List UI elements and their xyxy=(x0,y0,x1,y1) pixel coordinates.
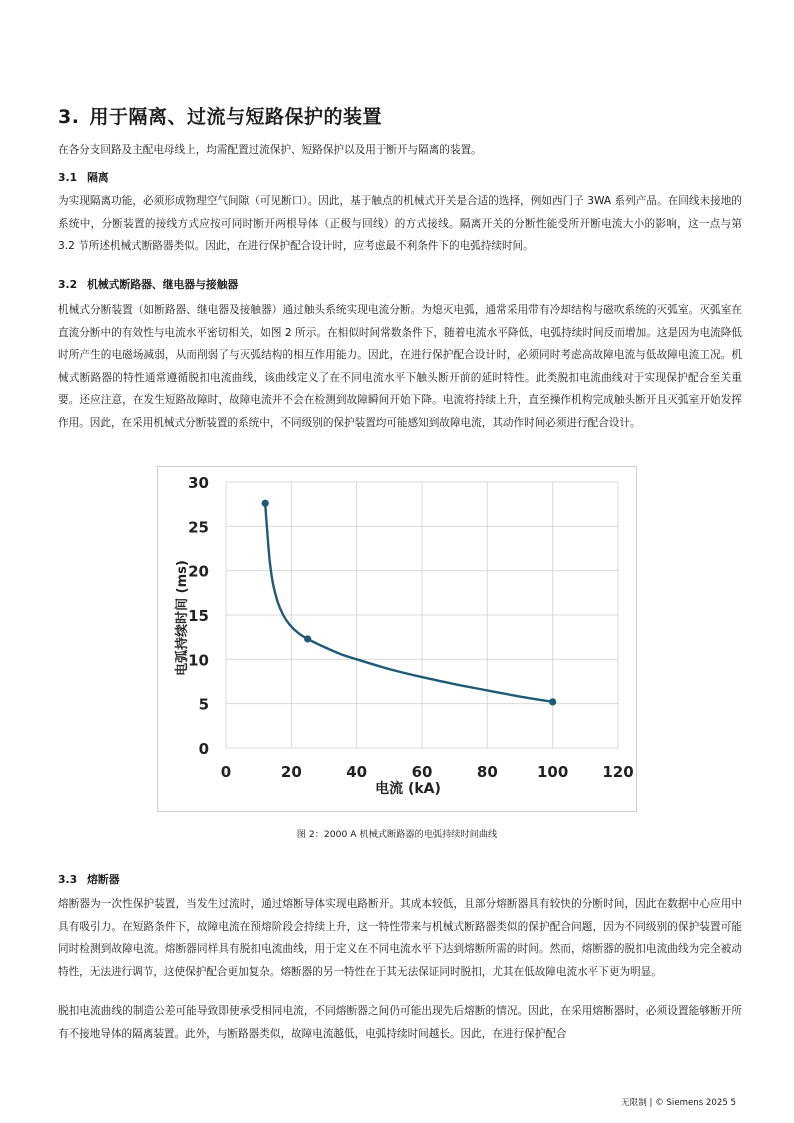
section-intro: 在各分支回路及主配电母线上，均需配置过流保护、短路保护以及用于断开与隔离的装置。 xyxy=(58,144,482,156)
paragraph-3-1: 为实现隔离功能，必须形成物理空气间隙（可见断口）。因此，基于触点的机械式开关是合适的选择，例如西门子 3WA 系列产品。在回线未接地的系统中，分断装置的接线方式应按可同时断开两根导体（正极与回线）的方式接线。隔离开关的分断性能受所开断电流大小的影响，这一点与第 3.2 节所述机械式断路器类似。因此，在进行保护配合设计时，应考虑最不利条件下的电弧持续时间。 xyxy=(58,195,742,252)
x-tick-label: 120 xyxy=(602,763,634,781)
x-tick-label: 40 xyxy=(346,763,368,781)
y-tick-label: 10 xyxy=(188,651,209,670)
arc-duration-series-line xyxy=(265,503,553,702)
y-tick-label: 30 xyxy=(188,474,209,492)
subsection-title: 熔断器 xyxy=(87,873,120,886)
y-tick-labels xyxy=(188,474,209,758)
x-tick-label: 20 xyxy=(280,763,302,781)
paragraph-3-3-b: 脱扣电流曲线的制造公差可能导致即使承受相同电流，不同熔断器之间仍可能出现先后熔断的情况。因此，在采用熔断器时，必须设置能够断开所有不接地导体的隔离装置。此外，与断路器类似，故障电流越低，电弧持续时间越长。因此，在进行保护配合 xyxy=(58,1005,742,1040)
subsection-heading-3-3 xyxy=(58,872,120,887)
y-tick-label: 5 xyxy=(198,695,209,714)
data-point-marker xyxy=(549,698,556,705)
subsection-heading-3-2 xyxy=(58,277,238,292)
x-axis-label: 电流 (kA) xyxy=(375,781,441,797)
y-tick-label: 20 xyxy=(188,562,209,581)
x-tick-label: 100 xyxy=(537,763,569,781)
y-tick-label: 15 xyxy=(188,607,209,625)
figure-2-chart xyxy=(157,466,637,812)
subsection-heading-3-1 xyxy=(58,170,109,185)
subsection-number: 3.1 xyxy=(58,171,78,184)
arc-duration-chart xyxy=(158,467,636,811)
x-tick-label: 80 xyxy=(476,763,498,781)
subsection-title: 隔离 xyxy=(87,171,109,184)
y-axis-label: 电弧持续时间 (ms) xyxy=(175,560,190,676)
data-point-marker xyxy=(262,500,269,507)
subsection-number: 3.3 xyxy=(58,873,78,886)
section-number: 3. xyxy=(58,106,80,128)
figure-caption: 图 2：2000 A 机械式断路器的电弧持续时间曲线 xyxy=(296,829,498,840)
paragraph-3-3-a: 熔断器为一次性保护装置，当发生过流时，通过熔断导体实现电路断开。其成本较低，且部分熔断器具有较快的分断时间，因此在数据中心应用中具有吸引力。在短路条件下，故障电流在预熔阶段会持续上升，这一特性带来与机械式断路器类似的保护配合问题，因为不同级别的保护装置可能同时检测到故障电流。熔断器同样具有脱扣电流曲线，用于定义在不同电流水平下达到熔断所需的时间。然而，熔断器的脱扣电流曲线为完全被动特性，无法进行调节，这使保护配合更加复杂。熔断器的另一特性在于其无法保证同时脱扣，尤其在低故障电流水平下更为明显。 xyxy=(58,898,742,978)
chart-grid xyxy=(226,482,618,748)
section-heading xyxy=(58,102,382,129)
page-footer: 无限制 | © Siemens 2025 5 xyxy=(621,1098,736,1108)
subsection-title: 机械式断路器、继电器与接触器 xyxy=(87,278,239,291)
section-title: 用于隔离、过流与短路保护的装置 xyxy=(89,106,382,128)
x-tick-label: 0 xyxy=(220,763,232,781)
x-tick-labels xyxy=(221,763,634,781)
data-point-marker xyxy=(304,635,311,642)
y-tick-label: 0 xyxy=(198,740,209,758)
subsection-number: 3.2 xyxy=(58,278,78,291)
paragraph-3-2: 机械式分断装置（如断路器、继电器及接触器）通过触头系统实现电流分断。为熄灭电弧，通常采用带有冷却结构与磁吹系统的灭弧室。灭弧室在直流分断中的有效性与电流水平密切相关，如图 2 所示。在相似时间常数条件下，随着电流水平降低，电弧持续时间反而增加。这是因为电流降低时所产生的电磁场减弱，从而削弱了与灭弧结构的相互作用能力。因此，在进行保护配合设计时，必须同时考虑高故障电流与低故障电流工况。机械式断路器的特性通常遵循脱扣电流曲线，该曲线定义了在不同电流水平下触头断开前的延时特性。此类脱扣电流曲线对于实现保护配合至关重要。还应注意，在发生短路故障时，故障电流并不会在检测到故障瞬间开始下降。电流将持续上升，直至操作机构完成触头断开且灭弧室开始发挥作用。因此，在采用机械式分断装置的系统中，不同级别的保护装置均可能感知到故障电流，其动作时间必须进行配合设计。 xyxy=(58,304,742,429)
x-tick-label: 60 xyxy=(411,763,433,781)
y-tick-label: 25 xyxy=(188,518,209,537)
